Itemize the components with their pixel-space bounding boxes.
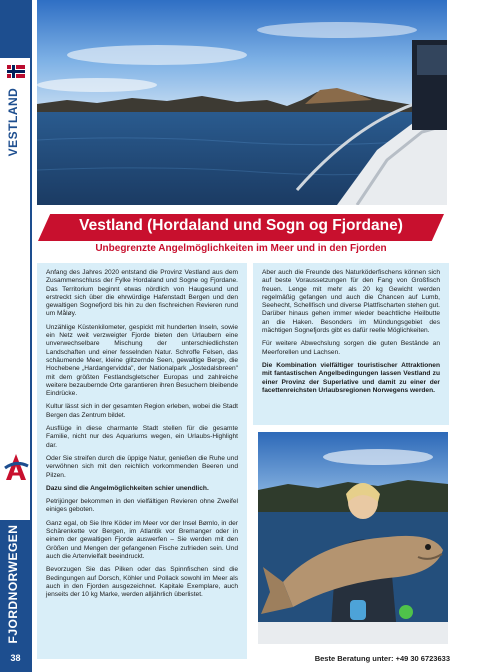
right-text-column — [253, 263, 449, 425]
page-title: Vestland (Hordaland und Sogn og Fjordane) — [79, 217, 403, 234]
paragraph: Für weitere Abwechslung sorgen die guten Bestände an Meerforellen und Lachsen. — [262, 340, 440, 356]
paragraph-highlight: Dazu sind die Angelmöglichkeiten schier unendlich. — [46, 484, 209, 492]
paragraph: Oder Sie streifen durch die üppige Natur, genießen die Ruhe und verwöhnen sich mit den reichlich vorkommenden Beeren und Pilzen. — [46, 454, 238, 479]
paragraph: Ganz egal, ob Sie Ihre Köder im Meer vor der Insel Bømlo, in der Schärenkette vor Bergen, im Atlantik vor Bremanger oder in einem der gewaltigen Fjorde auswerfen – Sie werden mit den Größen und Mengen der gefangenen Fische zufrieden sein. Und auch die Artenvielfalt beeindruckt. — [46, 519, 238, 560]
brand-label: FJORDNORWEGEN — [6, 524, 20, 644]
paragraph: Aber auch die Freunde des Naturköderfischens können sich auf beste Voraussetzungen für den Fang von Großfisch freuen. Lenge mit mehr als 20 kg Gewicht werden regelmäßig gefangen und auch die Chancen auf Lumb, Seehecht, Schellfisch und diverse Plattfischarten stehen gut. Darüber hinaus gehen immer wieder beachtliche Heilbutte an die Haken. Besonders im Mündungsgebiet des mächtigen Sognefjords gibt es dafür reelle Möglichkeiten. — [262, 269, 440, 335]
paragraph-highlight: Die Kombination vielfältiger touristischer Attraktionen mit fantastischen Angelbedingungen lassen Vestland zu einer Provinz der Superlative und damit zu einer der facettenreichsten Urlaubsregionen Norwegens werden. — [262, 361, 440, 394]
region-label: VESTLAND — [6, 87, 20, 157]
hero-photo — [37, 0, 447, 205]
contact-phone: Beste Beratung unter: +49 30 6723633 — [314, 654, 450, 663]
paragraph: Anfang des Jahres 2020 entstand die Provinz Vestland aus dem Zusammenschluss der Fylke Hordaland und Sogne og Fjordane. Das Territorium beginnt etwas nördlich von Haugesund und erstreckt sich über die ehrwürdige Hafenstadt Bergen und den gewaltigen Sognefjord bis hin zu den fischreichen Revieren rund um Måløy. — [46, 269, 238, 318]
paragraph: Unzählige Küstenkilometer, gespickt mit hunderten Inseln, sowie ein Netz weit verzweigter Fjorde bieten den Urlaubern eine unverwechselbare Mischung der unterschiedlichsten Landschaften und einer fesselnden Natur. Schroffe Felsen, das schäumende Meer, kleine glitzernde Seen, gewaltige Berge, die Hochebene „Hardangervidda", der Nationalpark „Jostedalsbreen" mit dem größten Festlandsgletscher Europas und zahlreiche weitere bezaubernde Orte garantieren ihren Besuchern bleibende Eindrücke. — [46, 323, 238, 398]
paragraph: Ausflüge in diese charmante Stadt stellen für die gesamte Familie, nicht nur des Aquariums wegen, ein Urlaubs-Highlight dar. — [46, 425, 238, 449]
norway-flag-icon — [7, 65, 25, 78]
paragraph: Petrijünger bekommen in den vielfältigen Revieren ohne Zweifel einiges geboten. — [46, 498, 238, 514]
brand-logo-icon — [3, 452, 29, 482]
angler-fish-photo — [258, 432, 448, 644]
page-subtitle: Unbegrenzte Angelmöglichkeiten im Meer und in den Fjorden — [95, 243, 387, 254]
side-strip-top — [0, 0, 31, 58]
paragraph: Bevorzugen Sie das Pilken oder das Spinnfischen sind die Bedingungen auf Dorsch, Köhler und Pollack sowohl im Meer als auch in den Fjorden ausgezeichnet. Kapitale Exemplare, auch jenseits der 10 kg Marke, werden alljährlich überlistet. — [46, 566, 238, 599]
page-number: 38 — [10, 653, 21, 663]
left-text-column — [37, 263, 247, 659]
paragraph: Kultur lässt sich in der gesamten Region erleben, wobei die Stadt Bergen das Zentrum bildet. — [46, 403, 238, 419]
